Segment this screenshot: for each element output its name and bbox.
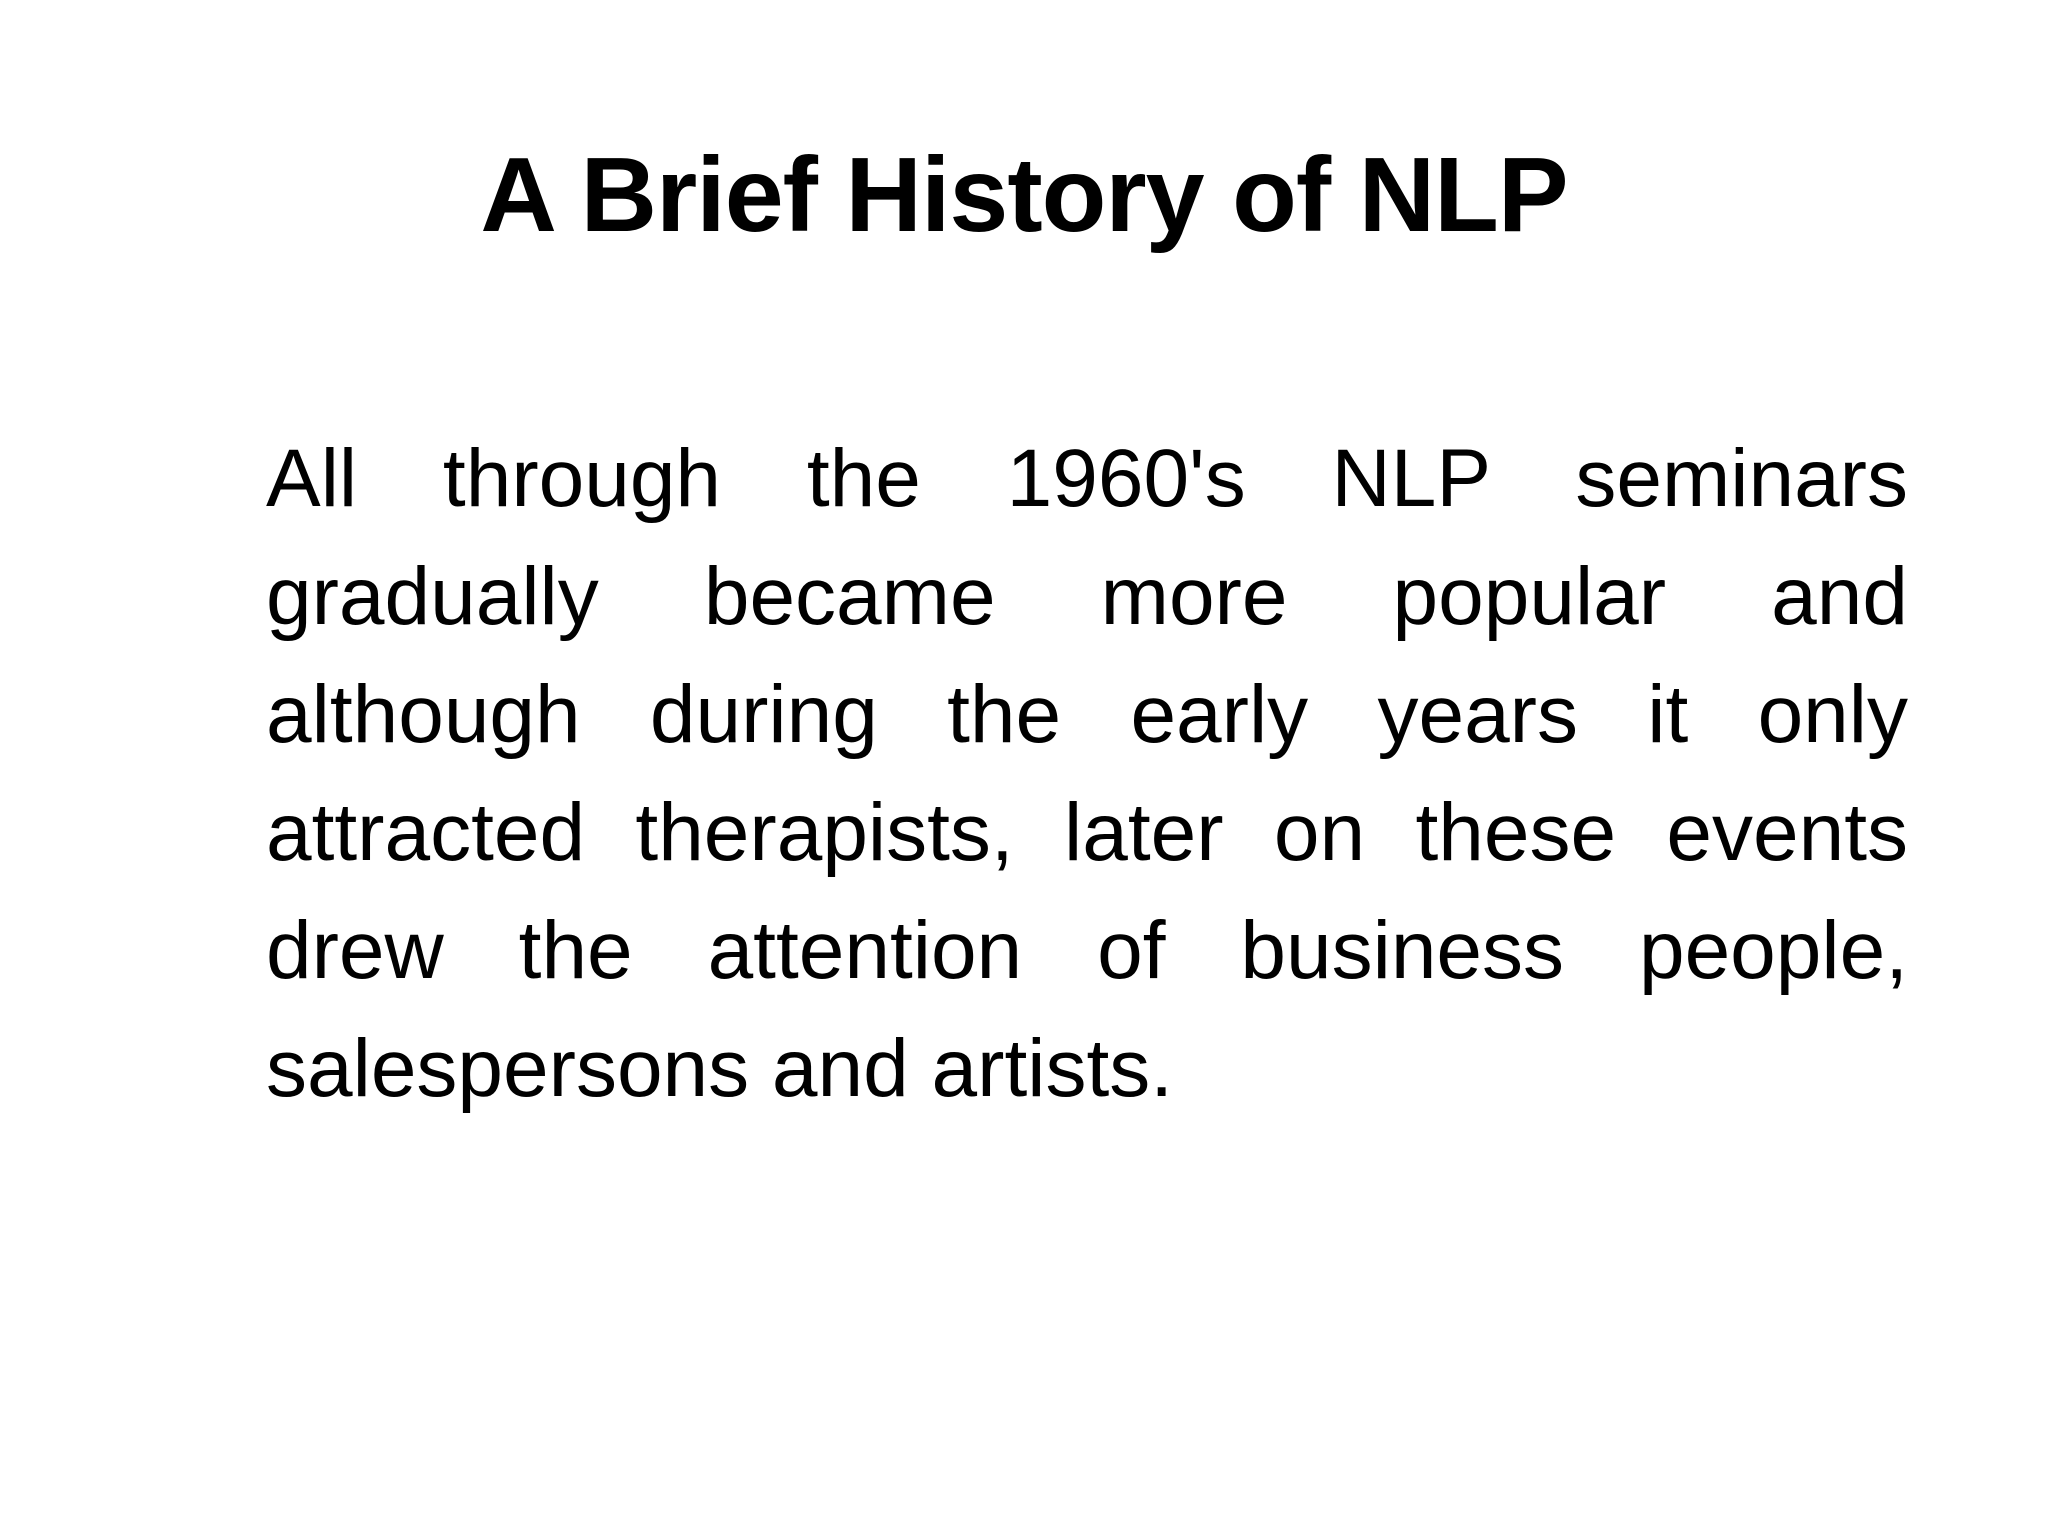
slide-body-text: All through the 1960's NLP seminars gradually became more popular and although during the early years it only attracted therapists, later on these events drew the attention of business people, salespersons and artists. [266, 433, 1908, 1114]
slide-title: A Brief History of NLP [480, 136, 1568, 254]
